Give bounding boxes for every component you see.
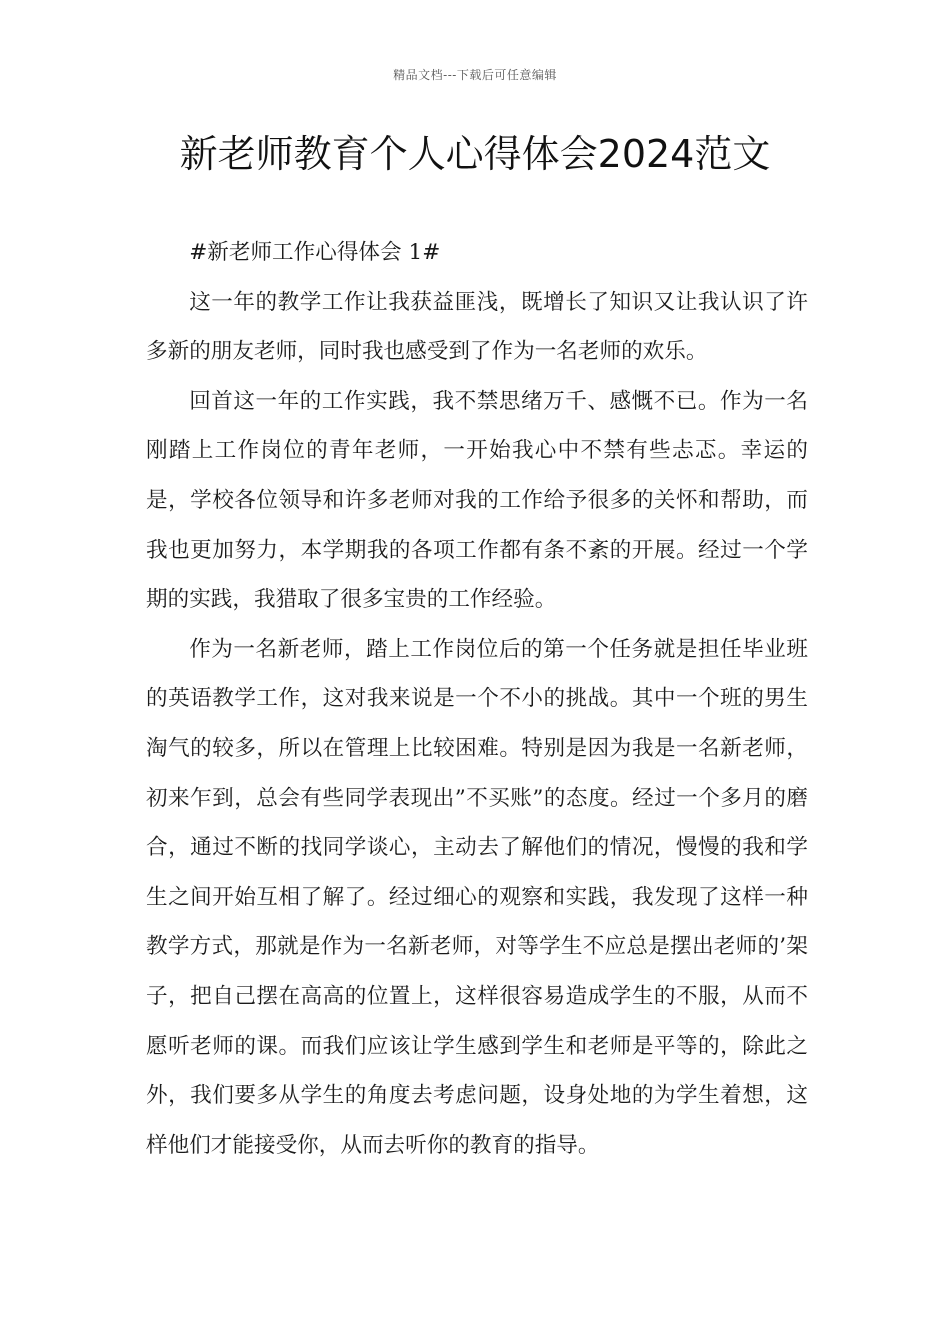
paragraph-1: 这一年的教学工作让我获益匪浅，既增长了知识又让我认识了许多新的朋友老师，同时我也感受到了作为一名老师的欢乐。 bbox=[146, 289, 808, 365]
section-heading: #新老师工作心得体会 1# bbox=[189, 240, 441, 265]
paragraph-2: 回首这一年的工作实践，我不禁思绪万千、感慨不已。作为一名刚踏上工作岗位的青年老师，一开始我心中不禁有些忐忑。幸运的是，学校各位领导和许多老师对我的工作给予很多的关怀和帮助，而我也更加努力，本学期我的各项工作都有条不紊的开展。经过一个学期的实践，我猎取了很多宝贵的工作经验。 bbox=[146, 388, 808, 613]
document-body bbox=[146, 228, 808, 1170]
paragraph-3: 作为一名新老师，踏上工作岗位后的第一个任务就是担任毕业班的英语教学工作，这对我来说是一个不小的挑战。其中一个班的男生淘气的较多，所以在管理上比较困难。特别是因为我是一名新老师，初来乍到，总会有些同学表现出”不买账”的态度。经过一个多月的磨合，通过不断的找同学谈心，主动去了解他们的情况，慢慢的我和学生之间开始互相了解了。经过细心的观察和实践，我发现了这样一种教学方式，那就是作为一名新老师，对等学生不应总是摆出老师的’架子，把自己摆在高高的位置上，这样很容易造成学生的不服，从而不愿听老师的课。而我们应该让学生感到学生和老师是平等的，除此之外，我们要多从学生的角度去考虑问题，设身处地的为学生着想，这样他们才能接受你，从而去听你的教育的指导。 bbox=[146, 636, 808, 1158]
header-note: 精品文档---下载后可任意编辑 bbox=[393, 68, 557, 82]
document-title: 新老师教育个人心得体会2024范文 bbox=[179, 132, 771, 176]
